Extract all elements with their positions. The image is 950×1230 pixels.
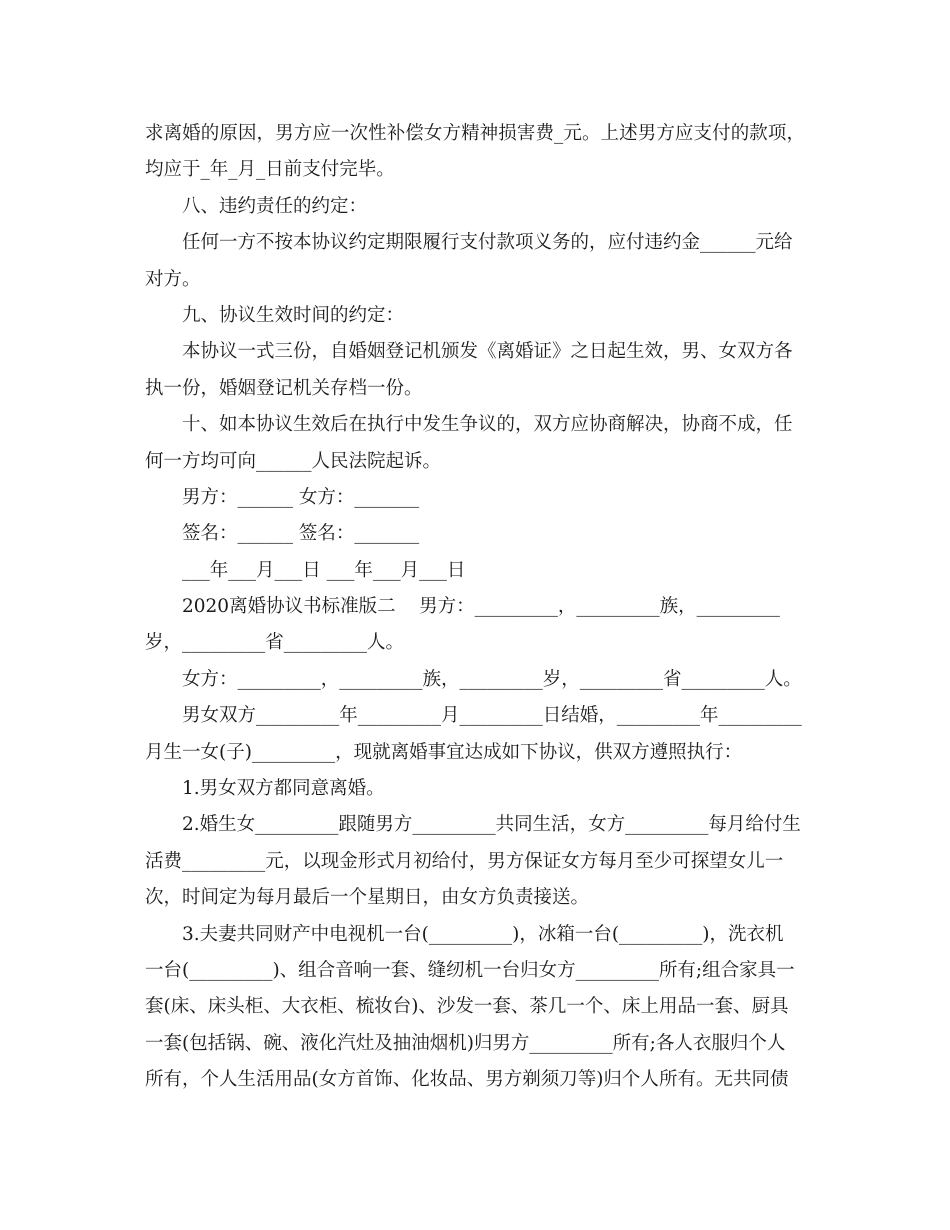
text-line: 活费_________元，以现金形式月初给付，男方保证女方每月至少可探望女儿一 xyxy=(145,850,784,872)
list-item: 1.男女双方都同意离婚。 xyxy=(182,778,385,800)
text-line: 女方：_________，_________族，_________岁，_________省_________人。 xyxy=(182,668,802,690)
list-item: 3.夫妻共同财产中电视机一台(_________)，冰箱一台(_________)，洗衣机 xyxy=(182,923,784,945)
text-line: 月生一女(子)_________，现就离婚事宜达成如下协议，供双方遵照执行： xyxy=(145,741,743,763)
signature-line: 男方：______ 女方：_______ xyxy=(182,486,420,508)
text-line: 十、如本协议生效后在执行中发生争议的，双方应协商解决，协商不成，任 xyxy=(182,414,793,436)
text-line: 2020离婚协议书标准版二 男方：_________，_________族，_________ xyxy=(182,596,780,618)
text-line: 执一份，婚姻登记机关存档一份。 xyxy=(145,377,423,399)
text-line: 求离婚的原因，男方应一次性补偿女方精神损害费_元。上述男方应支付的款项， xyxy=(145,123,805,144)
text-line: 次，时间定为每月最后一个星期日，由女方负责接送。 xyxy=(145,887,590,909)
text-line: 所有，个人生活用品(女方首饰、化妆品、男方剃须刀等)归个人所有。无共同债 xyxy=(145,1069,789,1091)
text-line: 何一方均可向______人民法院起诉。 xyxy=(145,450,442,472)
section-heading: 九、协议生效时间的约定： xyxy=(182,304,405,326)
text-line: 套(床、床头柜、大衣柜、梳妆台)、沙发一套、茶几一个、床上用品一套、厨具 xyxy=(145,996,789,1018)
text-line: 本协议一式三份，自婚姻登记机颁发《离婚证》之日起生效，男、女双方各 xyxy=(182,341,793,363)
agreement-text xyxy=(145,116,805,1099)
text-line: 对方。 xyxy=(145,268,201,290)
text-line: 任何一方不按本协议约定期限履行支付款项义务的，应付违约金______元给 xyxy=(182,232,793,254)
list-item: 2.婚生女_________跟随男方_________共同生活，女方_________每月给付生 xyxy=(182,814,801,836)
text-line: 岁，_________省_________人。 xyxy=(145,632,405,654)
text-line: 均应于_年_月_日前支付完毕。 xyxy=(145,159,395,181)
text-line: 一台(_________)、组合音响一套、缝纫机一台归女方_________所有;组合家具一 xyxy=(145,959,795,981)
section-heading: 八、违约责任的约定： xyxy=(182,195,368,217)
text-line: 一套(包括锅、碗、液化汽灶及抽油烟机)归男方_________所有;各人衣服归个人 xyxy=(145,1032,786,1054)
date-line: ___年___月___日 ___年___月___日 xyxy=(182,559,466,581)
text-line: 男女双方_________年_________月_________日结婚，_________年_________ xyxy=(182,705,802,727)
signature-line: 签名：______ 签名：_______ xyxy=(182,523,420,545)
